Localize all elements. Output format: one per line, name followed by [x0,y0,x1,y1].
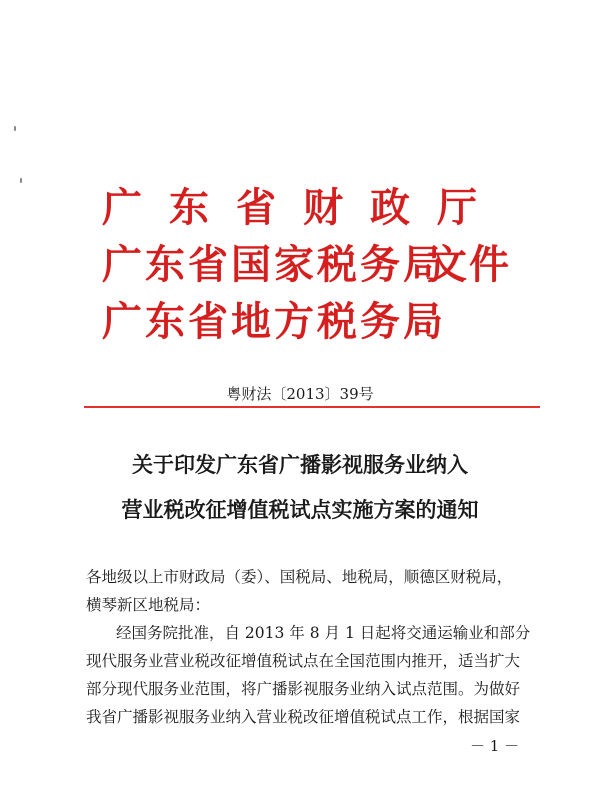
body-text-line: 现代服务业营业税改征增值税试点在全国范围内推开，适当扩大 [86,652,521,670]
document-title-line-1: 关于印发广东省广播影视服务业纳入 [132,452,468,477]
scan-artifact [14,126,16,131]
body-text-line: 各地级以上市财政局（委）、国税局、地税局，顺德区财税局， [86,568,513,586]
issuer-line-local-tax: 广东省地方税务局 [102,298,446,345]
body-text-line: 部分现代服务业范围，将广播影视服务业纳入试点范围。为做好 [86,680,521,698]
body-text-line: 横琴新区地税局： [86,596,211,614]
document-number: 粤财法〔2013〕39号 [226,385,374,403]
page-number: － 1 － [470,737,520,755]
body-text-line: 我省广播影视服务业纳入营业税改征增值税试点工作，根据国家 [86,708,521,726]
red-divider-rule [84,406,540,408]
body-text-line: 经国务院批准，自 2013 年 8 月 1 日起将交通运输业和部分 [116,624,531,642]
issuer-line-state-tax: 广东省国家税务局 [102,241,446,288]
document-title-line-2: 营业税改征增值税试点实施方案的通知 [121,497,479,522]
scan-artifact [20,178,22,183]
issuer-line-finance-dept: 广东省财政厅 [102,184,504,231]
document-word: 文件 [427,241,511,288]
